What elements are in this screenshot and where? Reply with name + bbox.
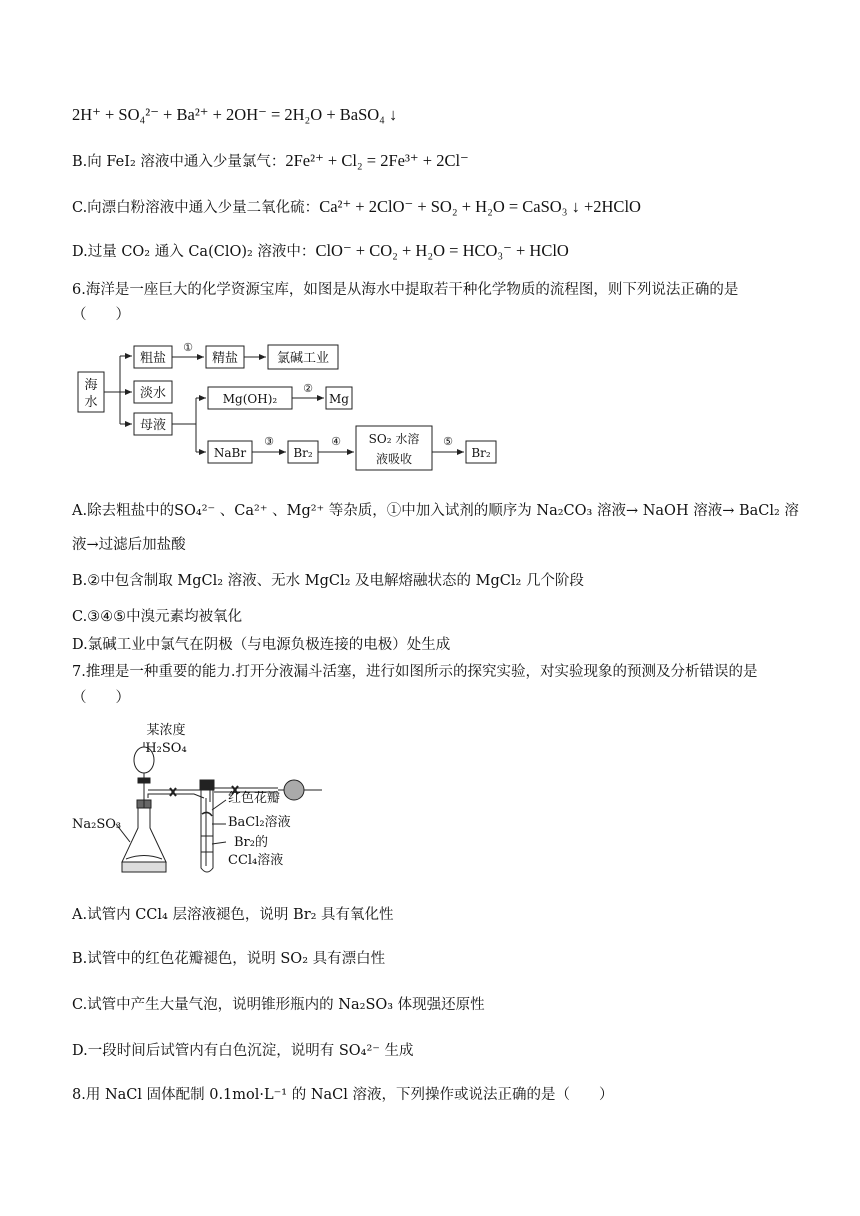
q7-apparatus-figure (72, 716, 336, 880)
test-tube (201, 790, 213, 872)
q6-option-a-line1: A.除去粗盐中的SO₄²⁻ 、Ca²⁺ 、Mg²⁺ 等杂质，①中加入试剂的顺序为 Na₂CO₃ 溶液→ NaOH 溶液→ BaCl₂ 溶 (72, 503, 799, 519)
q7-option-a: A.试管内 CCl₄ 层溶液褪色，说明 Br₂ 具有氧化性 (72, 907, 394, 923)
q7-stem: 7.推理是一种重要的能力.打开分液漏斗活塞，进行如图所示的探究实验，对实验现象的预测及分析错误的是 (72, 664, 758, 680)
option-equation: ClO⁻ + CO₂ + H₂O = HCO₃⁻ + HClO (315, 241, 569, 260)
q6-stem: 6.海洋是一座巨大的化学资源宝库，如图是从海水中提取若干种化学物质的流程图，则下列说法正确的是 (72, 282, 739, 298)
refined-salt-label: 精盐 (211, 351, 239, 366)
q8-stem: 8.用 NaCl 固体配制 0.1mol·L⁻¹ 的 NaCl 溶液，下列操作或说法正确的是（ ） (72, 1087, 614, 1103)
step-5-label: ⑤ (443, 435, 453, 448)
q6-answer-paren: （ ） (72, 307, 130, 323)
q5-option-b (72, 150, 469, 173)
fresh-water-label: 淡水 (139, 386, 167, 401)
q7-option-c: C.试管中产生大量气泡，说明锥形瓶内的 Na₂SO₃ 体现强还原性 (72, 997, 485, 1013)
br2-label-a: Br₂ (293, 446, 313, 460)
option-equation: Ca²⁺ + 2ClO⁻ + SO₂ + H₂O = CaSO₃ ↓ +2HClO (319, 197, 641, 216)
h2so4-label: H₂SO₄ (145, 741, 187, 756)
step-3-label: ③ (264, 435, 274, 448)
so2-box-text-2: 液吸收 (375, 452, 413, 466)
na2so3-label: Na₂SO₃ (72, 817, 122, 832)
br2-label-b: Br₂ (471, 446, 491, 460)
option-label: D.过量 CO₂ 通入 Ca(ClO)₂ 溶液中： (72, 244, 316, 260)
q6-flowchart (72, 336, 512, 472)
chlor-alkali-label: 氯碱工业 (276, 351, 330, 366)
step-1-label: ① (183, 341, 193, 354)
seawater-text-1: 海 (84, 378, 98, 393)
q6-option-a-line2: 液→过滤后加盐酸 (72, 537, 186, 553)
q7-option-b: B.试管中的红色花瓣褪色，说明 SO₂ 具有漂白性 (72, 951, 386, 967)
option-equation: 2Fe²⁺ + Cl₂ = 2Fe³⁺ + 2Cl⁻ (285, 151, 469, 170)
option-label: C.向漂白粉溶液中通入少量二氧化硫： (72, 200, 320, 216)
crude-salt-label: 粗盐 (139, 351, 167, 366)
seawater-text-2: 水 (84, 395, 98, 410)
q6-option-b: B.②中包含制取 MgCl₂ 溶液、无水 MgCl₂ 及电解熔融状态的 MgCl₂ 几个阶段 (72, 573, 584, 589)
conc-label: 某浓度 (146, 723, 186, 738)
q6-option-d: D.氯碱工业中氯气在阴极（与电源负极连接的电极）处生成 (72, 637, 451, 653)
so2-box-text-1: SO₂ 水溶 (368, 432, 420, 446)
step-4-label: ④ (331, 435, 341, 448)
br2-of-label: Br₂的 (234, 835, 268, 850)
option-label: B.向 FeI₂ 溶液中通入少量氯气： (72, 154, 286, 170)
q7-option-d: D.一段时间后试管内有白色沉淀，说明有 SO₄²⁻ 生成 (72, 1043, 414, 1059)
step-2-label: ② (303, 382, 313, 395)
heating-base (122, 862, 166, 872)
conical-flask (122, 808, 166, 862)
petal-label: 红色花瓣 (228, 791, 281, 806)
mother-liquor-label: 母液 (139, 418, 167, 433)
mg-label: Mg (329, 392, 349, 406)
drying-tube (284, 780, 304, 800)
nabr-label: NaBr (213, 446, 247, 460)
equation-top: 2H⁺ + SO₄²⁻ + Ba²⁺ + 2OH⁻ = 2H₂O + BaSO₄ ↓ (72, 105, 398, 124)
q6-option-c: C.③④⑤中溴元素均被氧化 (72, 609, 243, 625)
ccl4-label: CCl₄溶液 (228, 853, 284, 868)
q5-option-d (72, 240, 569, 263)
q7-answer-paren: （ ） (72, 690, 130, 706)
q5-option-c (72, 196, 641, 219)
bacl2-label: BaCl₂溶液 (228, 815, 291, 830)
mgoh2-label: Mg(OH)₂ (222, 392, 278, 406)
